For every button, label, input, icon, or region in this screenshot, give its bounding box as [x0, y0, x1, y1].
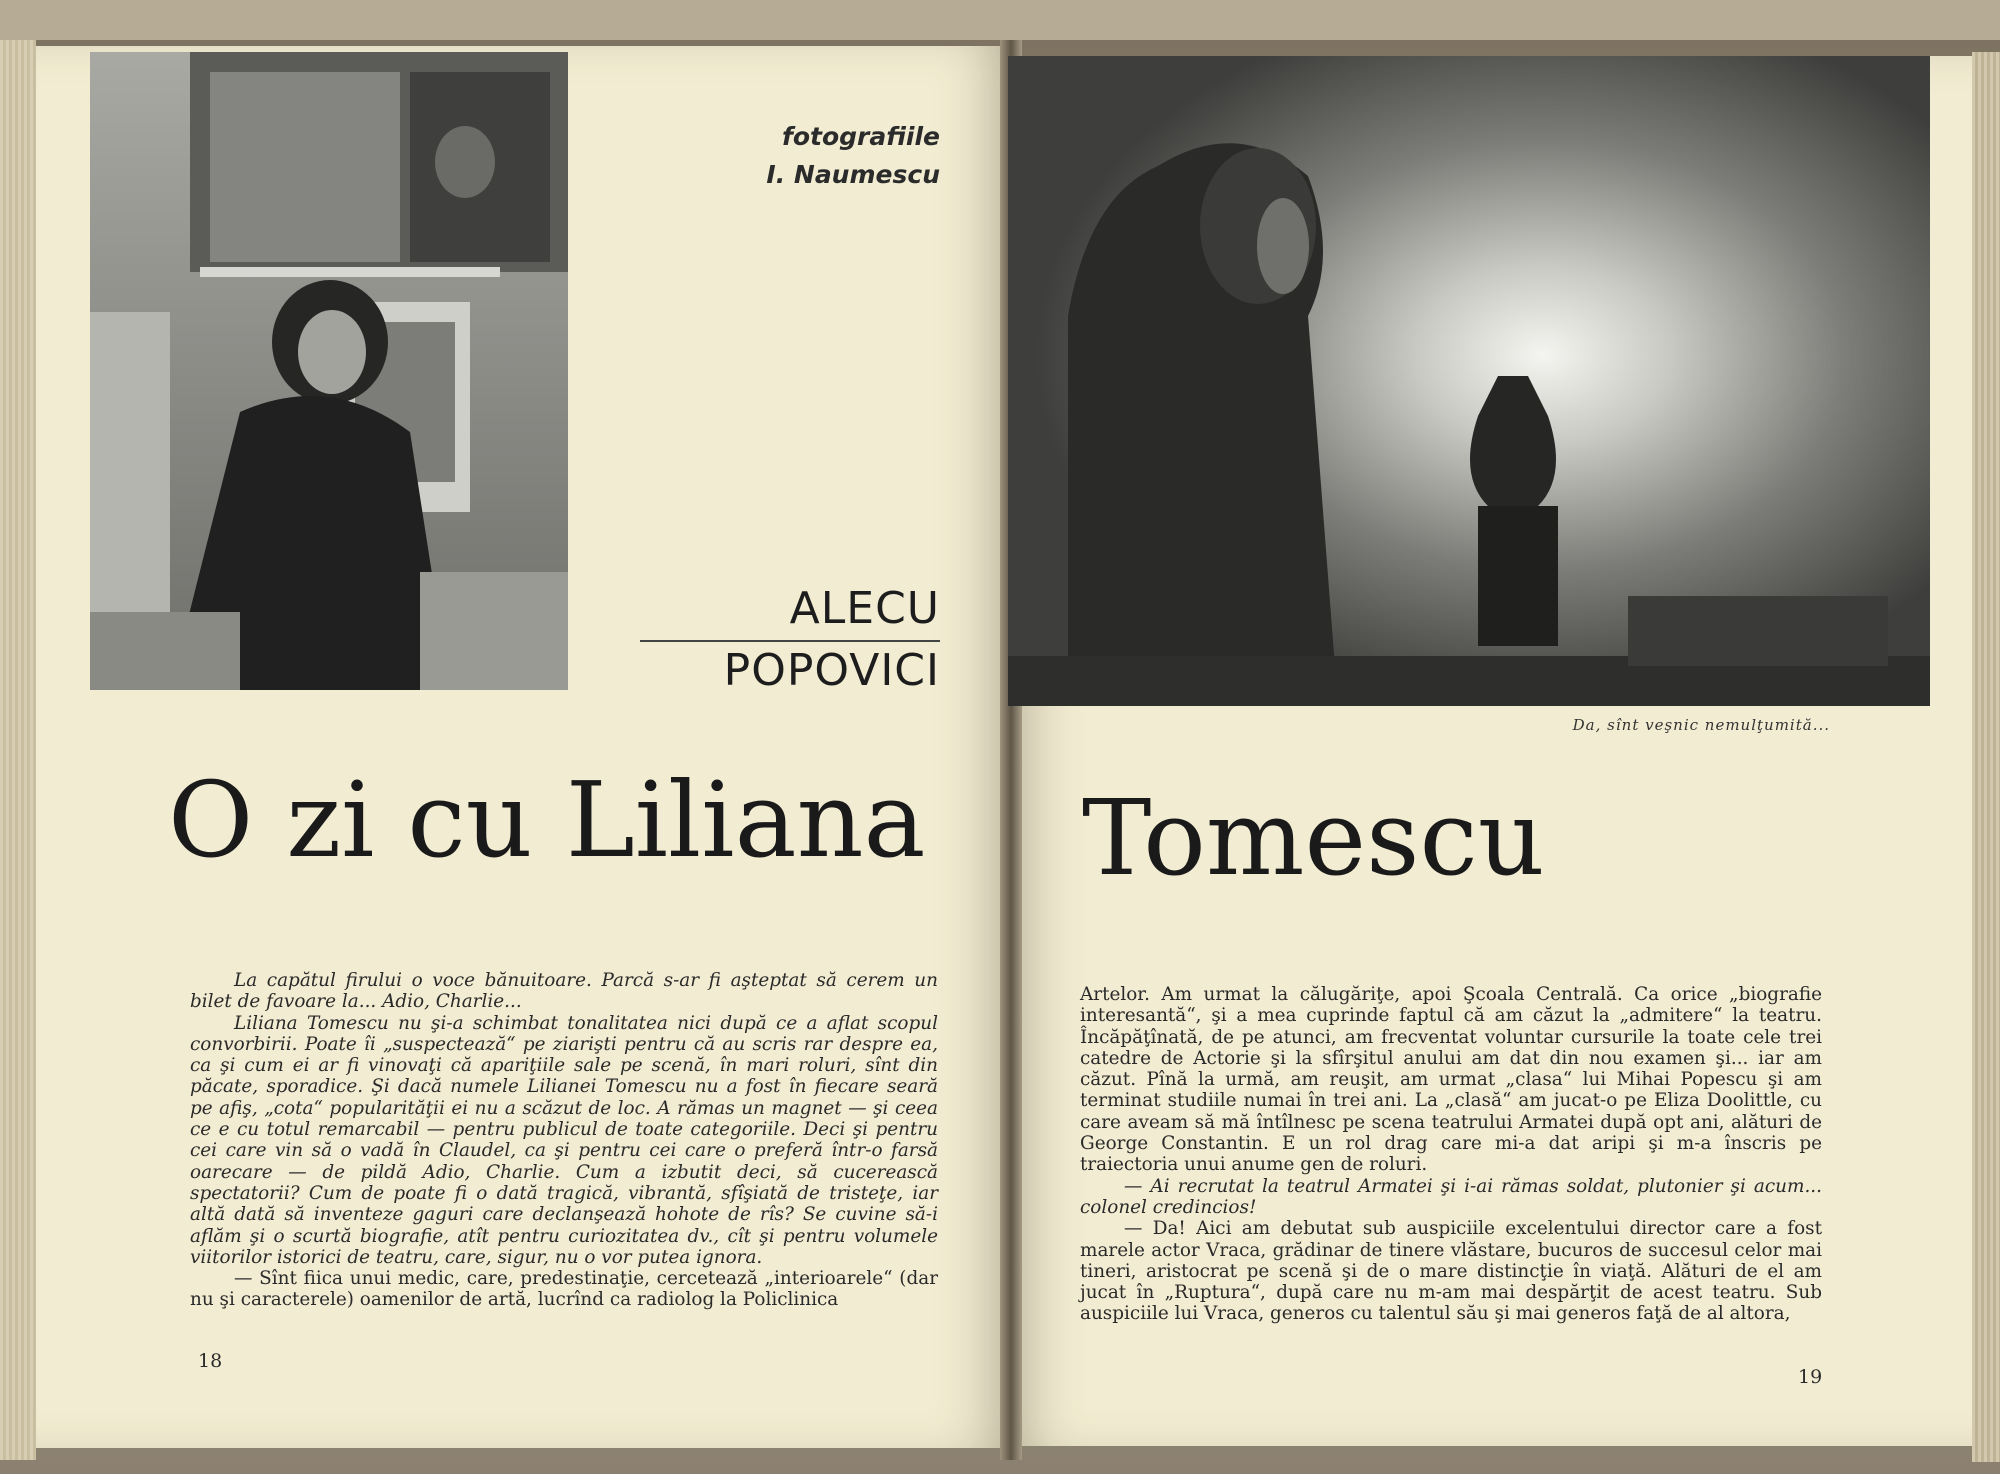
article-column-right [1080, 984, 1822, 1325]
author-first-name: ALECU [789, 583, 940, 634]
author-rule [640, 640, 940, 642]
credits-line-2: I. Naumescu [766, 160, 940, 189]
article-paragraph: — Sînt fiica unui medic, care, predestinaţie, cercetează „interioarele“ (dar nu şi caracterele) oamenilor de artă, lucrînd ca radiolog la Policlinica [190, 1268, 938, 1311]
portrait-photo [90, 52, 568, 690]
binding-top [0, 0, 2000, 40]
article-column-left [190, 970, 938, 1311]
article-paragraph: Artelor. Am urmat la călugăriţe, apoi Şcoala Centrală. Ca orice „biografie interesantă“, şi a mea cuprinde faptul că am căzut la „admitere“ la teatru. Încăpăţînată, de pe atunci, am frecventat voluntar cursurile la toate cele trei catedre de Actorie şi la sfîrşitul anului am dat din nou examen şi... iar am căzut. Pînă la urmă, am reuşit, am urmat „clasa“ lui Mihai Popescu şi am terminat studiile numai în trei ani. La „clasă“ am jucat-o pe Eliza Doolittle, cu care aveam să mă întîlnesc pe scena teatrului Armatei după opt ani, alături de George Constantin. E un rol drag care mi-a dat aripi şi m-a înscris pe traiectoria unui anume gen de roluri. [1080, 984, 1822, 1176]
article-paragraph: La capătul firului o voce bănuitoare. Parcă s-ar fi aşteptat să cerem un bilet de favoare la... Adio, Charlie... [190, 970, 938, 1013]
article-paragraph: — Ai recrutat la teatrul Armatei şi i-ai rămas soldat, plutonier şi acum... colonel credincios! [1080, 1175, 1822, 1218]
page-edges-right [1972, 52, 2000, 1462]
samovar-photo [1008, 56, 1930, 706]
credits-line-1: fotografiile [781, 122, 940, 151]
page-edges-left [0, 40, 36, 1460]
article-paragraph: Liliana Tomescu nu şi-a schimbat tonalitatea nici după ce a aflat scopul convorbirii. Poate îi „suspectează“ pe ziarişti pentru că au scris rar despre ea, ca şi cum ei ar fi vinovaţi că apariţiile sale pe scenă, în mari roluri, sînt din păcate, sporadice. Şi dacă numele Lilianei Tomescu nu a fost în fiecare seară pe afiş, „cota“ popularităţii ei nu a scăzut de loc. A rămas un magnet — şi ceea ce e cu totul remarcabil — pentru publicul de toate categoriile. Deci şi pentru cei care vin să o vadă în Claudel, ca şi pentru cei care o preferă într-o farsă oarecare — de pildă Adio, Charlie. Cum a izbutit deci, să cucerească spectatorii? Cum de poate fi o dată tragică, vibrantă, sfîşiată de tristeţe, iar altă dată să inventeze gaguri care declanşează hohote de rîs? Se cuvine să-i aflăm şi o scurtă biografie, atît pentru curiozitatea dv., cît şi pentru volumele viitorilor istorici de teatru, care, sigur, nu o vor putea ignora. [190, 1012, 938, 1268]
page-number-left: 18 [198, 1350, 223, 1372]
author-name [640, 582, 940, 698]
author-last-name: POPOVICI [723, 645, 940, 696]
photo-credits [700, 118, 940, 194]
photo-caption: Da, sînt veşnic nemulţumită... [1572, 716, 1830, 734]
headline-left: O zi cu Liliana [168, 759, 926, 881]
headline-right: Tomescu [1082, 777, 1545, 899]
article-paragraph: — Da! Aici am debutat sub auspiciile excelentului director care a fost marele actor Vraca, grădinar de tinere vlăstare, bucuros de succesul celor mai tineri, aristocrat pe scenă şi de o mare distincţie în viaţă. Alături de el am jucat în „Ruptura“, după care nu m-am mai despărţit de acest teatru. Sub auspiciile lui Vraca, generos cu talentul său şi mai generos faţă de al altora, [1080, 1218, 1822, 1325]
page-number-right: 19 [1798, 1366, 1823, 1388]
